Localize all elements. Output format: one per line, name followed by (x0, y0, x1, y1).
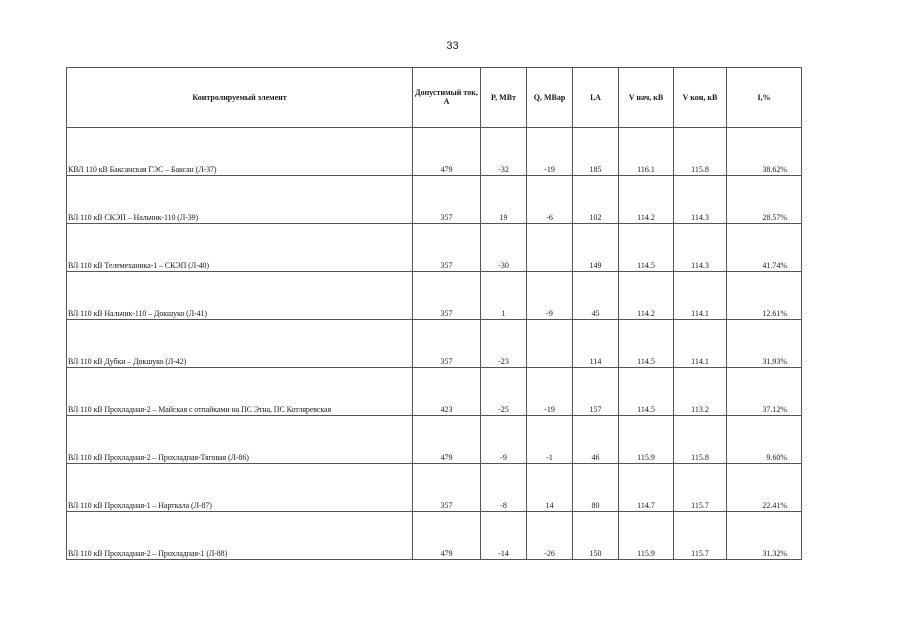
cell-element: ВЛ 110 кВ Телемеханика-1 – СКЭП (Л-40) (67, 224, 413, 272)
cell-current-limit: 357 (413, 176, 481, 224)
cell-v-end: 113.2 (674, 368, 727, 416)
header-element: Контролируемый элемент (67, 68, 413, 128)
cell-current-limit: 479 (413, 416, 481, 464)
cell-p: -9 (481, 416, 527, 464)
cell-current-limit: 479 (413, 512, 481, 560)
cell-v-end: 114.1 (674, 320, 727, 368)
cell-i-pct: 9.60% (727, 416, 802, 464)
cell-element: ВЛ 110 кВ Прохладная-2 – Прохладная-1 (Л-88) (67, 512, 413, 560)
cell-v-start: 114.5 (619, 368, 674, 416)
table-row (67, 176, 802, 224)
cell-p: 1 (481, 272, 527, 320)
cell-v-start: 115.9 (619, 512, 674, 560)
header-v-end: V кон, кВ (674, 68, 727, 128)
cell-v-end: 115.8 (674, 416, 727, 464)
cell-q: -26 (527, 512, 573, 560)
cell-v-start: 114.7 (619, 464, 674, 512)
cell-i-pct: 22.41% (727, 464, 802, 512)
cell-v-end: 114.1 (674, 272, 727, 320)
cell-element: ВЛ 110 кВ Дубки – Докшуко (Л-42) (67, 320, 413, 368)
table-row (67, 512, 802, 560)
cell-element: ВЛ 110 кВ СКЭП – Нальчик-110 (Л-39) (67, 176, 413, 224)
table-row (67, 272, 802, 320)
cell-i-pct: 28.57% (727, 176, 802, 224)
cell-current-limit: 479 (413, 128, 481, 176)
cell-current-limit: 357 (413, 464, 481, 512)
cell-v-start: 114.2 (619, 272, 674, 320)
table-row (67, 320, 802, 368)
cell-q (527, 320, 573, 368)
cell-v-end: 114.3 (674, 224, 727, 272)
cell-i-pct: 12.61% (727, 272, 802, 320)
cell-i: 80 (573, 464, 619, 512)
cell-v-start: 116.1 (619, 128, 674, 176)
cell-v-start: 114.2 (619, 176, 674, 224)
cell-q (527, 224, 573, 272)
cell-i: 114 (573, 320, 619, 368)
page-number: 33 (446, 40, 459, 52)
cell-p: -32 (481, 128, 527, 176)
cell-q: 14 (527, 464, 573, 512)
data-table (66, 67, 802, 560)
cell-current-limit: 357 (413, 320, 481, 368)
cell-p: 19 (481, 176, 527, 224)
cell-i: 185 (573, 128, 619, 176)
cell-v-start: 114.5 (619, 320, 674, 368)
cell-i-pct: 41.74% (727, 224, 802, 272)
table-header-row (67, 68, 802, 128)
cell-current-limit: 357 (413, 224, 481, 272)
header-i: I,A (573, 68, 619, 128)
table-row (67, 464, 802, 512)
cell-i: 102 (573, 176, 619, 224)
cell-v-start: 115.9 (619, 416, 674, 464)
cell-v-end: 115.7 (674, 464, 727, 512)
cell-i-pct: 31.93% (727, 320, 802, 368)
header-v-start: V нач, кВ (619, 68, 674, 128)
cell-i-pct: 37.12% (727, 368, 802, 416)
cell-v-end: 115.7 (674, 512, 727, 560)
table-row (67, 128, 802, 176)
cell-q: -9 (527, 272, 573, 320)
cell-p: -30 (481, 224, 527, 272)
cell-current-limit: 357 (413, 272, 481, 320)
cell-element: ВЛ 110 кВ Прохладная-2 – Прохладная-Тяговая (Л-86) (67, 416, 413, 464)
table-row (67, 416, 802, 464)
cell-p: -14 (481, 512, 527, 560)
header-p: P, МВт (481, 68, 527, 128)
cell-v-end: 114.3 (674, 176, 727, 224)
cell-q: -1 (527, 416, 573, 464)
cell-q: -6 (527, 176, 573, 224)
cell-i-pct: 31.32% (727, 512, 802, 560)
cell-element: ВЛ 110 кВ Прохладная-2 – Майская с отпайками на ПС Этна, ПС Котляревская (67, 368, 413, 416)
cell-i: 46 (573, 416, 619, 464)
cell-v-start: 114.5 (619, 224, 674, 272)
header-current-limit: Допустимый ток, А (413, 68, 481, 128)
table-row (67, 368, 802, 416)
table-row (67, 224, 802, 272)
header-q: Q, МВар (527, 68, 573, 128)
cell-element: ВЛ 110 кВ Нальчик-110 – Докшуко (Л-41) (67, 272, 413, 320)
header-i-pct: I,% (727, 68, 802, 128)
cell-i: 45 (573, 272, 619, 320)
cell-element: КВЛ 110 кВ Баксанская ГЭС – Баксан (Л-37) (67, 128, 413, 176)
cell-i: 157 (573, 368, 619, 416)
cell-i-pct: 38.62% (727, 128, 802, 176)
cell-v-end: 115.8 (674, 128, 727, 176)
cell-q: -19 (527, 128, 573, 176)
cell-p: -8 (481, 464, 527, 512)
cell-q: -19 (527, 368, 573, 416)
cell-p: -23 (481, 320, 527, 368)
cell-current-limit: 423 (413, 368, 481, 416)
cell-p: -25 (481, 368, 527, 416)
cell-i: 150 (573, 512, 619, 560)
cell-element: ВЛ 110 кВ Прохладная-1 – Нарткала (Л-87) (67, 464, 413, 512)
cell-i: 149 (573, 224, 619, 272)
